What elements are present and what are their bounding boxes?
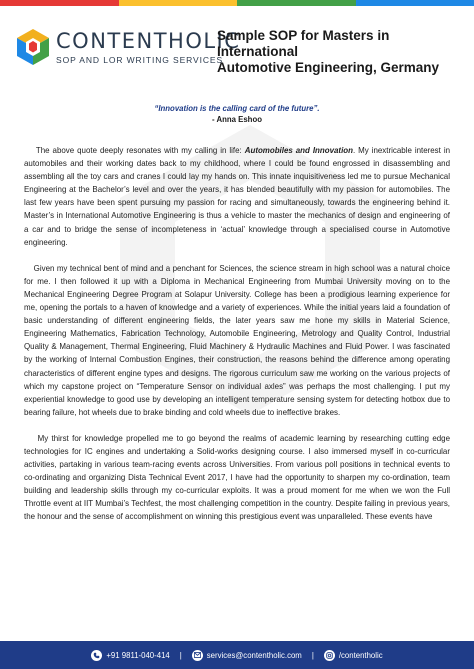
paragraph-1 [24, 144, 450, 249]
footer-separator: | [179, 650, 182, 660]
page-title [217, 28, 467, 76]
footer-email[interactable] [192, 650, 302, 661]
opening-quote: “Innovation is the calling card of the future”. [154, 104, 320, 113]
quote-author: - Anna Eshoo [212, 115, 262, 124]
page-title-line2: Automotive Engineering, Germany [217, 60, 440, 75]
footer-phone[interactable] [91, 650, 169, 661]
logo-cube-icon [16, 28, 50, 66]
paragraph-2 [24, 262, 450, 419]
email-address: services@contentholic.com [206, 650, 302, 660]
email-icon [192, 650, 203, 661]
page-header [0, 6, 474, 86]
instagram-icon [324, 650, 335, 661]
paragraph-1-emphasis: Automobiles and Innovation [244, 146, 353, 155]
paragraph-3 [24, 432, 450, 524]
paragraph-3-text: My thirst for knowledge propelled me to go beyond the realms of academic learning by researching cutting edge technologies for IC engines and undertaking a Solid-works designing course. I also immersed myself in co-curricular activities, partaking in various team-racing events across Universities. From various poll positions in technical events to co-ordinating and organizing Dista Technical Event 2017, I have had the opportunity to sharpen my co-ordination, team building and leadership skills through my co-curricular exploits. It was a proud moment for me when we won the Full Throttle event at IIT Mumbai’s Techfest, the most challenging competition in the country. Despite failing in previous years, the honour and the sense of accomplishment on winning this prestigious event was unparalleled. These events have [24, 433, 450, 522]
brand-tagline: SOP AND LOR WRITING SERVICES [56, 55, 224, 65]
document-body [24, 104, 450, 524]
paragraph-1-start: The above quote deeply resonates with my calling in life: [35, 146, 245, 155]
contact-footer [0, 641, 474, 669]
brand-block [56, 30, 240, 65]
social-handle: /contentholic [338, 650, 383, 660]
paragraph-1-rest: . My inextricable interest in automobiles and their working dates back to my childhood, where I could be found engrossed in disassembling and assembling all the toy cars and cranes I could lay my hands on. This innate inquisitiveness led me to pursue Mechanical Engineering at the Bachelor’s level and over the years, it has blended beautifully with my passion for automobiles. The last few years have been spent pursuing my passion for racing and simultaneously, towards the engineering behind it. Master’s in International Automotive Engineering is thus a vehicle to master the mechanics of design and engineering of a car and to bridge the sense of incompleteness in ‘actual’ knowledge through a specialised course in Automotive engineering. [24, 146, 451, 247]
footer-social[interactable] [324, 650, 383, 661]
footer-separator-2: | [311, 650, 314, 660]
page-title-line1: Sample SOP for Masters in International [217, 28, 390, 59]
paragraph-2-text: Given my technical bent of mind and a penchant for Sciences, the science stream in high school was a natural choice for me. I then followed it up with a Diploma in Mechanical Engineering from Mumbai University moving on to the Mechanical Engineering Degree Program at Solapur University. College has been a prodigious learning experience for me, opening the portals to a haven of knowledge and a variety of experiences. While the initial years laid a foundation of basic understanding of different engineering fields, the later years saw me hone my skills in Material Science, Engineering Mathematics, Fabrication Technology, Automobile Engineering, Metrology and Quality Control, Industrial Quality & Management, Thermal Engineering, Fluid Machinery & Hydraulic Machines and Fluid Power. I was fascinated by the working of Internal Combustion Engines, their construction, the reasons behind the difference among operating characteristics of different engine types and designs. The rigorous curriculum saw me working on the various projects of which my capstone project on “Temperature Sensor on individual axles” was perhaps the most challenging. I put my experiential knowledge to good use by developing an intelligent temperature sensing system for detecting hotbox due to bearing failure, hot wheels due to brake binding and cold wheels due to ineffective brakes. [24, 263, 450, 417]
phone-icon [91, 650, 102, 661]
phone-number: +91 9811-040-414 [106, 650, 170, 660]
brand-name: CONTENTHOLIC [56, 29, 241, 53]
